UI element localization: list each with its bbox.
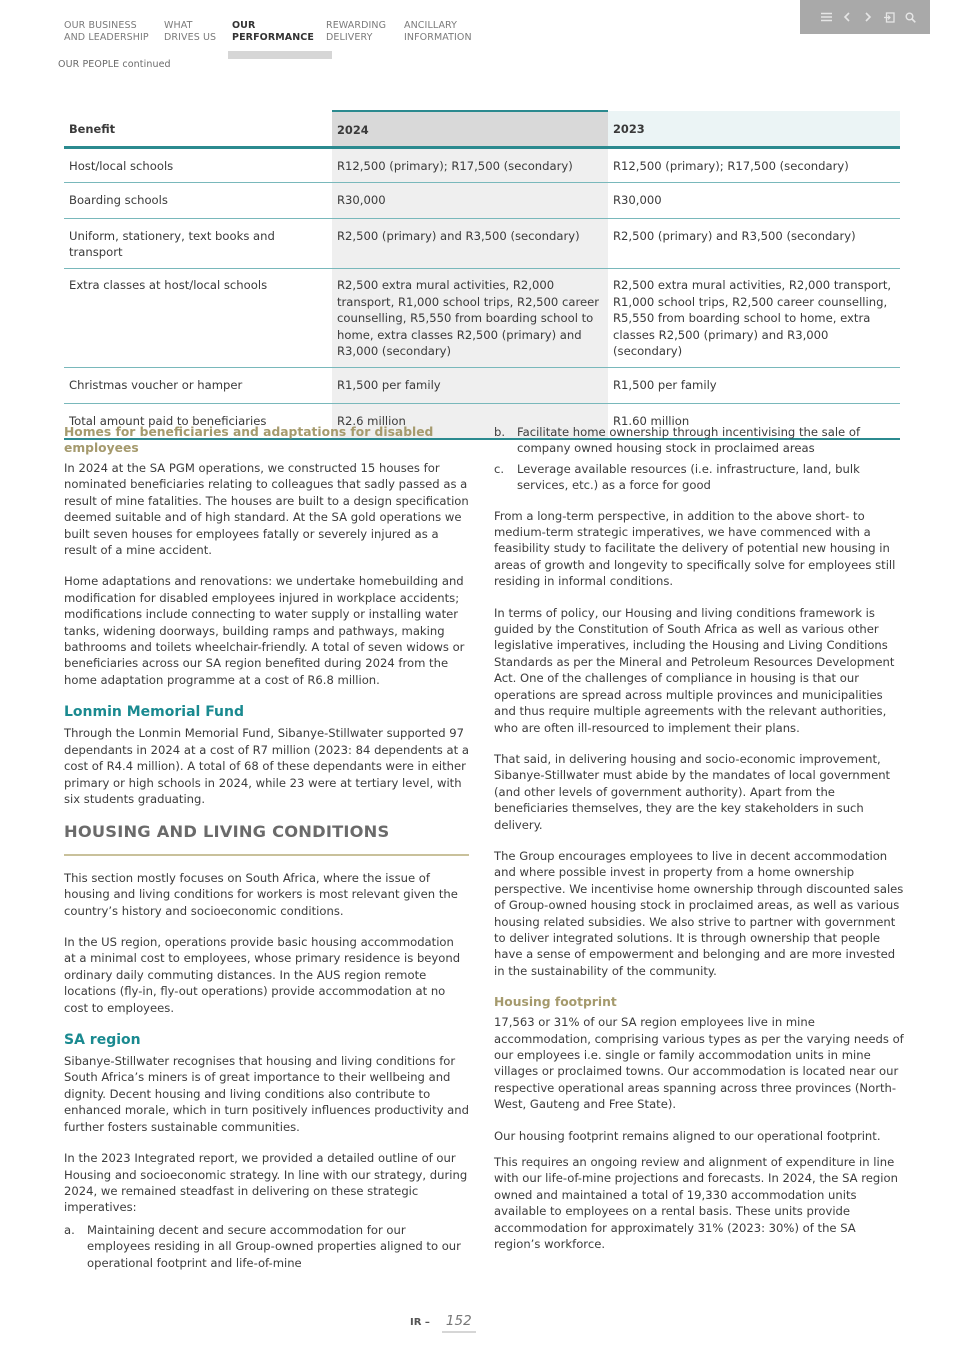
- list-item: a. Maintaining decent and secure accommodation for our employees residing in all Group-owned properties aligned to our operational footprint and life-of-mine: [64, 1222, 461, 1270]
- sa-paragraph-2: In the 2023 Integrated report, we provided a detailed outline of our Housing and socioeconomic strategy. In line with our strategy, during 2024, we remained steadfast in delivering on these strategic imperatives:: [64, 1151, 468, 1215]
- nav-item-rewarding-delivery[interactable]: REWARDING DELIVERY: [326, 20, 387, 43]
- cell-2023: R2,500 extra mural activities, R2,000 transport, R1,000 school trips, R2,500 career counselling, R5,550 from boarding school to home, extra classes R2,500 (primary) and R3,000 (secondary): [608, 269, 900, 368]
- lonmin-paragraph: Through the Lonmin Memorial Fund, Sibanye-Stillwater supported 97 dependants in 2024 at a cost of R7 million (2023: 84 dependents at a cost of R4.4 million). A total of 68 of these dependants were in either primary or high schools in 2024, while 23 were at tertiary level, with six students graduating.: [64, 726, 469, 806]
- cell-2023: R30,000: [608, 183, 900, 219]
- nav-item-what-drives-us[interactable]: WHAT DRIVES US: [164, 20, 217, 43]
- search-icon[interactable]: [904, 11, 916, 23]
- cell-benefit: Host/local schools: [64, 147, 332, 183]
- housing-paragraph-2: In the US region, operations provide basic housing accommodation at a minimal cost to employees, whose primary residence is beyond ordinary daily commuting distances. In the AUS region remote locations (fly-in, fly-out operations) provide accommodation at no cost to employees.: [64, 935, 461, 1015]
- header-2023: 2023: [608, 111, 900, 147]
- section-divider: [64, 854, 469, 856]
- page-number: 152: [442, 1313, 476, 1333]
- cell-benefit: Boarding schools: [64, 183, 332, 219]
- housing-paragraph-1: This section mostly focuses on South Africa, where the issue of housing and living conditions for workers is most relevant given the country’s history and socioeconomic conditions.: [64, 870, 458, 918]
- exit-icon[interactable]: [883, 11, 895, 23]
- chevron-right-icon[interactable]: [862, 11, 874, 23]
- housing-footprint-heading: Housing footprint: [494, 995, 617, 1010]
- cell-benefit: Total amount paid to beneficiaries: [64, 403, 332, 439]
- cell-2023: R12,500 (primary); R17,500 (secondary): [608, 147, 900, 183]
- document-toolbar: [800, 0, 930, 34]
- homes-paragraph-2: Home adaptations and renovations: we undertake homebuilding and modification for disabled employees injured in workplace accidents; modifications include connecting to water supply or installing water tanks, widening doorways, building ramps and pathways, making bathrooms and toilets wheelchair-friendly. A total of seven widows or beneficiaries across our SA region benefited during 2024 from the home adaptation programme at a cost of R6.8 million.: [64, 574, 465, 687]
- sa-region-heading: SA region: [64, 1032, 141, 1049]
- cell-2023: R2,500 (primary) and R3,500 (secondary): [608, 218, 900, 269]
- long-term-paragraph: From a long-term perspective, in addition to the above short- to medium-term strategic imperatives, we have commenced with a feasibility study to facilitate the delivery of potential new housing in areas of growth and longevity to specifically solve for employees still residing in informal conditions.: [494, 508, 896, 589]
- cell-benefit: Uniform, stationery, text books and transport: [64, 218, 332, 269]
- housing-heading: HOUSING AND LIVING CONDITIONS: [64, 822, 390, 842]
- imperatives-list-a: [64, 1222, 469, 1271]
- imperatives-list-bc: [494, 424, 904, 494]
- header-benefit: Benefit: [64, 111, 332, 147]
- chevron-left-icon[interactable]: [841, 11, 853, 23]
- benefit-table: [64, 110, 900, 440]
- cell-2024: R1,500 per family: [332, 368, 608, 404]
- left-column: [64, 424, 469, 1279]
- lonmin-heading: Lonmin Memorial Fund: [64, 704, 245, 721]
- report-prefix: IR –: [410, 1317, 430, 1328]
- footprint-paragraph-2: Our housing footprint remains aligned to our operational footprint.: [494, 1128, 881, 1143]
- right-column: [494, 424, 904, 1267]
- policy-paragraph: In terms of policy, our Housing and living conditions framework is guided by the Constitution of South Africa as well as various other legislative imperatives, including the Housing and Living Conditions Standards as per the Mineral and Petroleum Resources Development Act. One of the challenges of compliance in housing is that our operations are spread across multiple provinces and municipalities and thus require multiple agreements with the relevant authorities, who are often ill-resourced to implement their plans.: [494, 605, 895, 735]
- homes-heading: Homes for beneficiaries and adaptations for disabled employees: [64, 425, 434, 455]
- cell-benefit: Extra classes at host/local schools: [64, 269, 332, 368]
- cell-benefit: Christmas voucher or hamper: [64, 368, 332, 404]
- table-row: [64, 218, 900, 269]
- top-navigation: [64, 20, 494, 49]
- homes-paragraph-1: In 2024 at the SA PGM operations, we constructed 15 houses for nominated beneficiaries relating to colleagues that sadly passed as a result of mine fatalities. The houses are built to a design specification deemed suitable and of high standard. At the SA gold operations we built seven houses for employees fatally or severely injured as a result of a mine accident.: [64, 461, 469, 558]
- table-row: [64, 368, 900, 404]
- table-row: [64, 269, 900, 368]
- footprint-paragraph-3: This requires an ongoing review and alignment of expenditure in line with our life-of-mine projections and forecasts. In 2024, the SA region owned and maintained a total of 19,330 accommodation units available to employees on a rental basis. These units provide accommodation for approximately 31% (2023: 30%) of the SA region’s workforce.: [494, 1155, 898, 1252]
- cell-2024: R30,000: [332, 183, 608, 219]
- footprint-paragraph-1: 17,563 or 31% of our SA region employees live in mine accommodation, comprising various types as per the varying needs of our employees i.e. single or family accommodation units in mine villages or proclaimed towns. Our accommodation is located near our respective operational areas spanning across three provinces (North-West, Gauteng and Free State).: [494, 1015, 904, 1112]
- section-tag: OUR PEOPLE continued: [58, 59, 171, 70]
- menu-icon[interactable]: [820, 11, 832, 23]
- delivery-paragraph: That said, in delivering housing and socio-economic improvement, Sibanye-Stillwater must abide by the mandates of local government (and other levels of government authority). Apart from the beneficiaries themselves, they are the key stakeholders in such delivery.: [494, 751, 891, 832]
- header-2024: 2024: [332, 111, 608, 147]
- nav-item-our-performance[interactable]: OUR PERFORMANCE: [232, 20, 308, 49]
- nav-item-ancillary-information[interactable]: ANCILLARY INFORMATION: [404, 20, 472, 43]
- sa-paragraph-1: Sibanye-Stillwater recognises that housing and living conditions for South Africa’s miners is of great importance to their wellbeing and dignity. Decent housing and living conditions also contribute to enhanced morale, which in turn positively influences productivity and further fosters sustainable communities.: [64, 1054, 469, 1134]
- table-row: [64, 183, 900, 219]
- page-footer: [410, 1313, 476, 1333]
- cell-2024: R12,500 (primary); R17,500 (secondary): [332, 147, 608, 183]
- list-item: c. Leverage available resources (i.e. infrastructure, land, bulk services, etc.) as a force for good: [494, 461, 860, 493]
- table-header-row: [64, 111, 900, 147]
- cell-2024: R2,500 (primary) and R3,500 (secondary): [332, 218, 608, 269]
- nav-item-our-business[interactable]: OUR BUSINESS AND LEADERSHIP: [64, 20, 149, 43]
- cell-2023: R1.60 million: [608, 403, 900, 439]
- group-paragraph: The Group encourages employees to live in decent accommodation and where possible invest in property from a home ownership perspective. We incentivise home ownership through discounted sales of Group-owned housing stock in proclaimed areas, as well as various housing related subsidies. We also strive to partner with government to deliver integrated solutions. It is through ownership that people have a sense of empowerment and belonging and are more invested in the sustainability of the community.: [494, 848, 904, 978]
- cell-2023: R1,500 per family: [608, 368, 900, 404]
- list-item: b. Facilitate home ownership through incentivising the sale of company owned housing stock in proclaimed areas: [494, 425, 861, 456]
- cell-2024: R2.6 million: [332, 403, 608, 439]
- cell-2024: R2,500 extra mural activities, R2,000 transport, R1,000 school trips, R2,500 career counselling, R5,550 from boarding school to home, extra classes R2,500 (primary) and R3,000 (secondary): [332, 269, 608, 368]
- table-row: [64, 147, 900, 183]
